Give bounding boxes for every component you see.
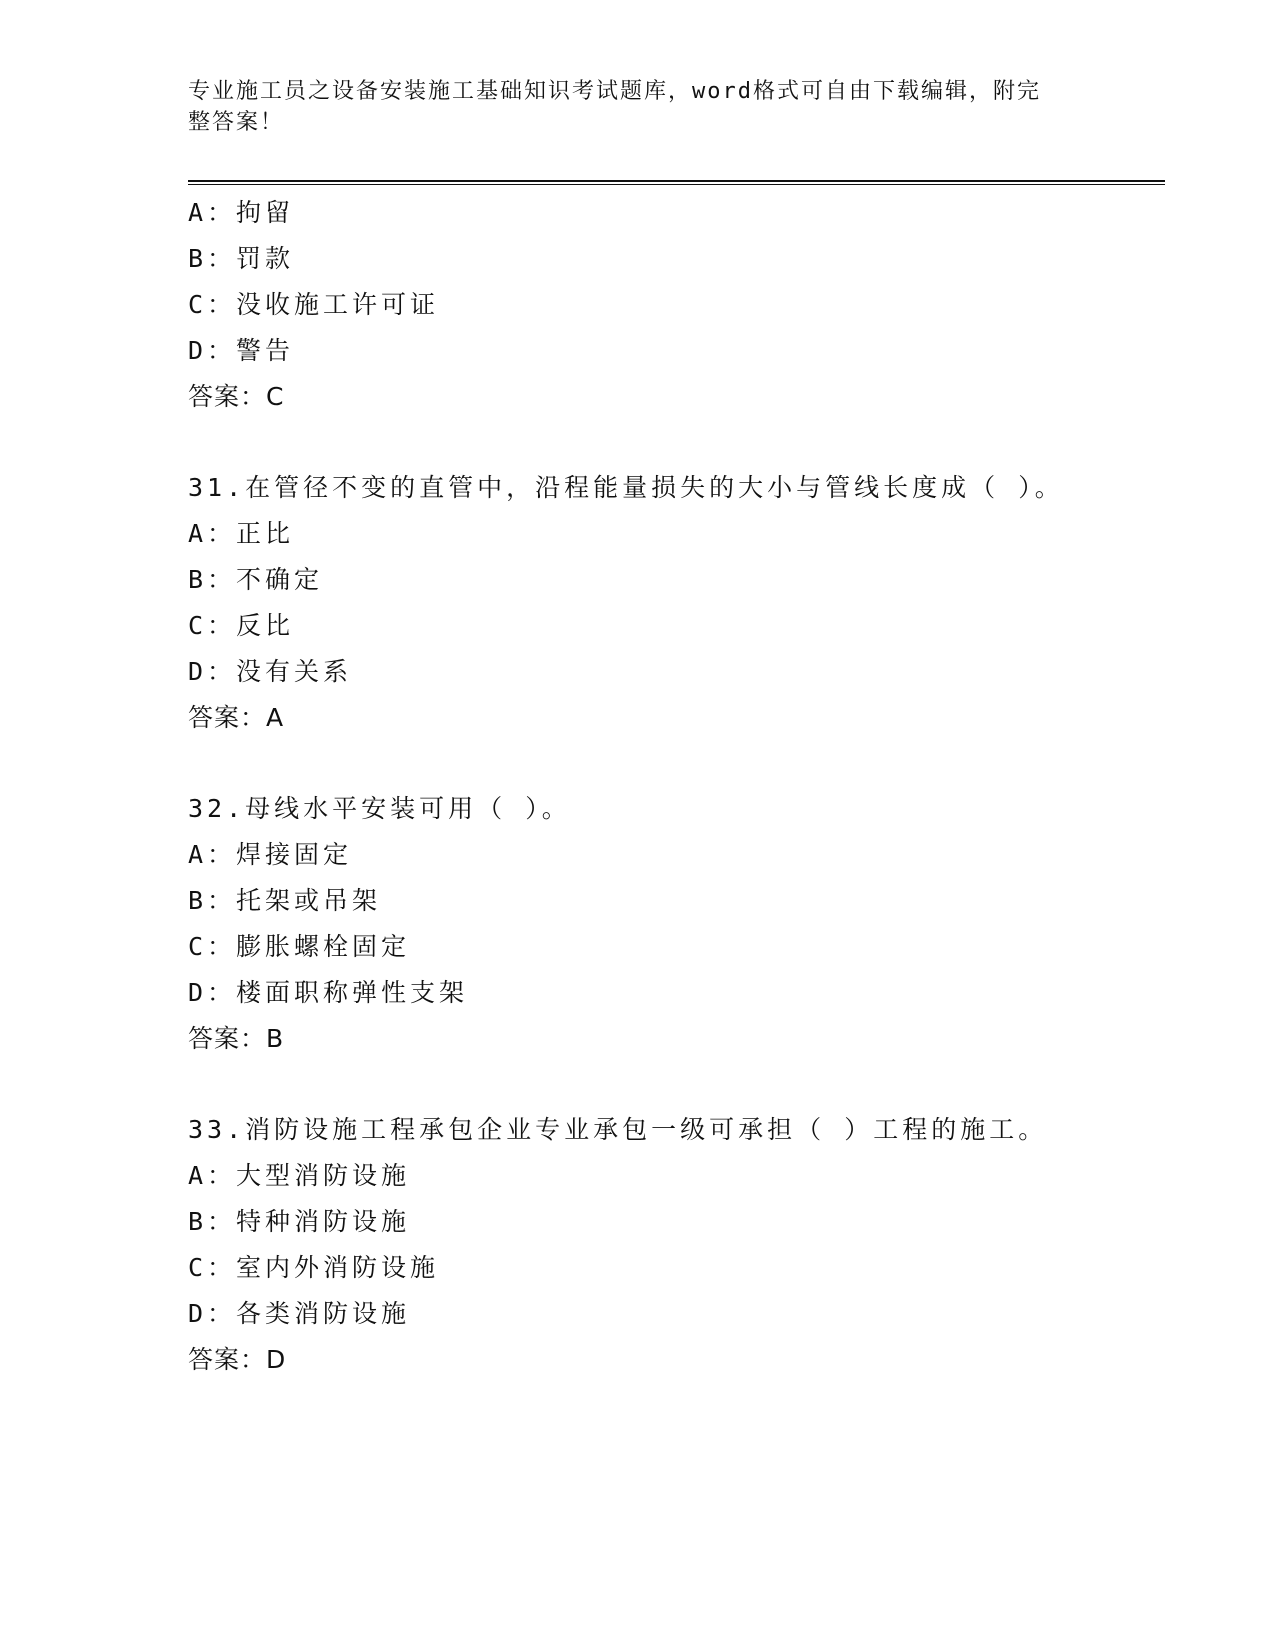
option-d: D：警告 (188, 336, 295, 365)
question-text: 31.在管径不变的直管中，沿程能量损失的大小与管线长度成（ ）。 (188, 473, 1064, 502)
option-d: D：楼面职称弹性支架 (188, 978, 469, 1007)
header-line-2: 整答案！ (188, 110, 285, 135)
option-d: D：没有关系 (188, 657, 353, 686)
option-a: A：大型消防设施 (188, 1161, 411, 1190)
answer: 答案：C (188, 382, 285, 411)
question-text: 33.消防设施工程承包企业专业承包一级可承担（ ）工程的施工。 (188, 1115, 1048, 1144)
option-a: A：正比 (188, 519, 295, 548)
option-b: B：罚款 (188, 244, 295, 273)
document-header (188, 76, 1088, 138)
option-a: A：拘留 (188, 198, 295, 227)
option-b: B：不确定 (188, 565, 324, 594)
option-c: C：反比 (188, 611, 295, 640)
answer: 答案：D (188, 1345, 287, 1374)
answer: 答案：B (188, 1024, 285, 1053)
option-c: C：没收施工许可证 (188, 290, 440, 319)
option-d: D：各类消防设施 (188, 1299, 411, 1328)
header-divider (188, 180, 1165, 182)
question-list (188, 190, 1168, 1383)
spacer (188, 420, 1168, 465)
spacer (188, 1062, 1168, 1107)
header-line-1: 专业施工员之设备安装施工基础知识考试题库，word格式可自由下载编辑，附完 (188, 79, 1041, 104)
question-block (188, 190, 1168, 420)
question-text: 32.母线水平安装可用（ ）。 (188, 794, 571, 823)
option-b: B：特种消防设施 (188, 1207, 411, 1236)
question-block (188, 1107, 1168, 1383)
answer: 答案：A (188, 703, 285, 732)
question-block (188, 786, 1168, 1062)
spacer (188, 741, 1168, 786)
option-c: C：室内外消防设施 (188, 1253, 440, 1282)
option-c: C：膨胀螺栓固定 (188, 932, 411, 961)
option-b: B：托架或吊架 (188, 886, 382, 915)
option-a: A：焊接固定 (188, 840, 353, 869)
header-divider-thin (188, 184, 1165, 185)
question-block (188, 465, 1168, 741)
